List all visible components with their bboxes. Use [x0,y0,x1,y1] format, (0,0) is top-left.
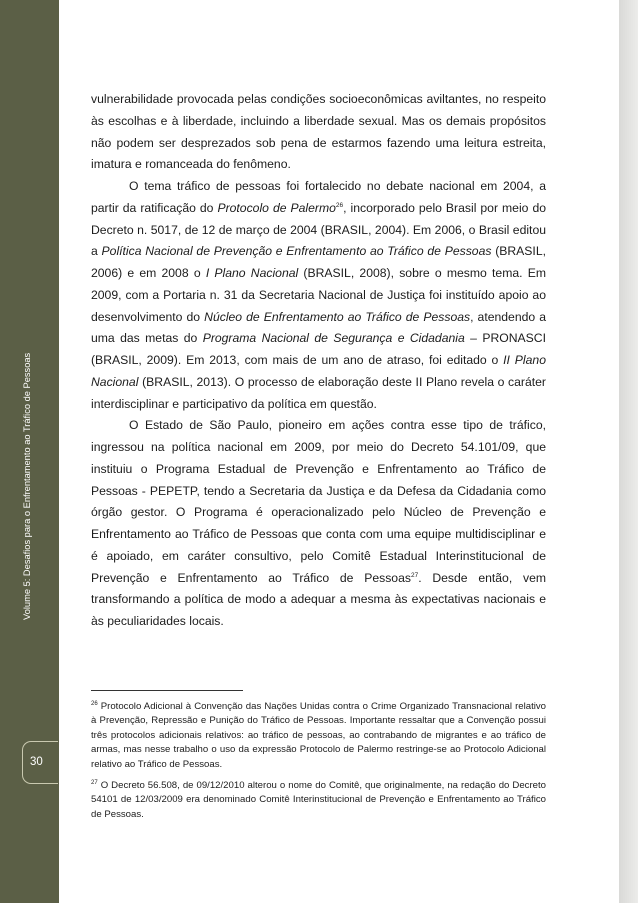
footnote-number: 27 [91,779,98,786]
page-number-tab [22,741,58,784]
footnote-number: 26 [91,700,98,707]
italic-term: Programa Nacional de Segurança e Cidadania [202,331,465,346]
footnote-ref-26[interactable]: 26 [335,201,344,209]
italic-term: Protocolo de Palermo [217,200,336,215]
footnote-27: $^{27}$ O Decreto 56.508, de 09/12/2010 alterou o nome do Comitê, que originalmente, na redação do Decreto 54101 de 12/03/2009 era denominado Comitê Interinstitucional de Prevenção e Enfrentamento ao Tráfico de Pessoas. [91,779,546,820]
italic-term: Núcleo de Enfrentamento ao Tráfico de Pessoas [204,309,471,324]
footnote-26: $^{26}$ Protocolo Adicional à Convenção das Nações Unidas contra o Crime Organizado Transnacional relativo à Prevenção, Repressão e Punição do Tráfico de Pessoas. Importante ressaltar que a Convenção possui três protocolos adicionais relativos: ao tráfico de pessoas, ao contrabando de migrantes e ao tráfico de armas, mas nesse trabalho o uso da expressão Protocolo de Palermo restringe-se ao Protocolo Adicional relativo ao Tráfico de Pessoas. [91,700,546,770]
page-number: 30 [30,756,43,768]
paragraph-3: O Estado de São Paulo, pioneiro em ações contra esse tipo de tráfico, ingressou na política nacional em 2009, por meio do Decreto 54.101/09, que instituiu o Programa Estadual de Prevenção e Enfrentamento ao Tráfico de Pessoas - PEPETP, tendo a Secretaria da Justiça e da Defesa da Cidadania como órgão gestor. O Programa é operacionalizado pelo Núcleo de Prevenção e Enfrentamento ao Tráfico de Pessoas que conta com uma equipe multidisciplinar e é apoiado, em caráter consultivo, pelo Comitê Estadual Interinstitucional de Prevenção e Enfrentamento ao Tráfico de Pessoas$^{27}$. Desde então, vem transformando a política de modo a adequar a mesma às expectativas nacionais e às peculiaridades locais. [91,418,546,628]
page-edge-shadow [619,0,638,903]
footnote-separator [91,690,243,691]
italic-term: Política Nacional de Prevenção e Enfrentamento ao Tráfico de Pessoas [101,244,492,259]
page [59,0,619,903]
paragraph-2: O tema tráfico de pessoas foi fortalecido no debate nacional em 2004, a partir da ratificação do Protocolo de Palermo$^{26}$, incorporado pelo Brasil por meio do Decreto n. 5017, de 12 de março de 2004 (BRASIL, 2004). Em 2006, o Brasil editou a Política Nacional de Prevenção e Enfrentamento ao Tráfico de Pessoas (BRASIL, 2006) e em 2008 o I Plano Nacional (BRASIL, 2008), sobre o mesmo tema. Em 2009, com a Portaria n. 31 da Secretaria Nacional de Justiça foi instituído apoio ao desenvolvimento do Núcleo de Enfrentamento ao Tráfico de Pessoas, atendendo a uma das metas do Programa Nacional de Segurança e Cidadania – PRONASCI (BRASIL, 2009). Em 2013, com mais de um ano de atraso, foi editado o II Plano Nacional (BRASIL, 2013). O processo de elaboração deste II Plano revela o caráter interdisciplinar e participativo da política em questão. [91,179,546,411]
italic-term: II Plano Nacional [91,353,546,389]
footnote-ref-27[interactable]: 27 [410,571,419,579]
body-text [91,89,546,633]
italic-term: I Plano Nacional [205,266,299,280]
paragraph-1: vulnerabilidade provocada pelas condições socioeconômicas aviltantes, no respeito às escolhas e à liberdade, incluindo a liberdade sexual. Mas os demais propósitos não podem ser desprezados sob pena de estarmos fazendo uma leitura estreita, imatura e romanceada do fenômeno. [91,92,546,172]
